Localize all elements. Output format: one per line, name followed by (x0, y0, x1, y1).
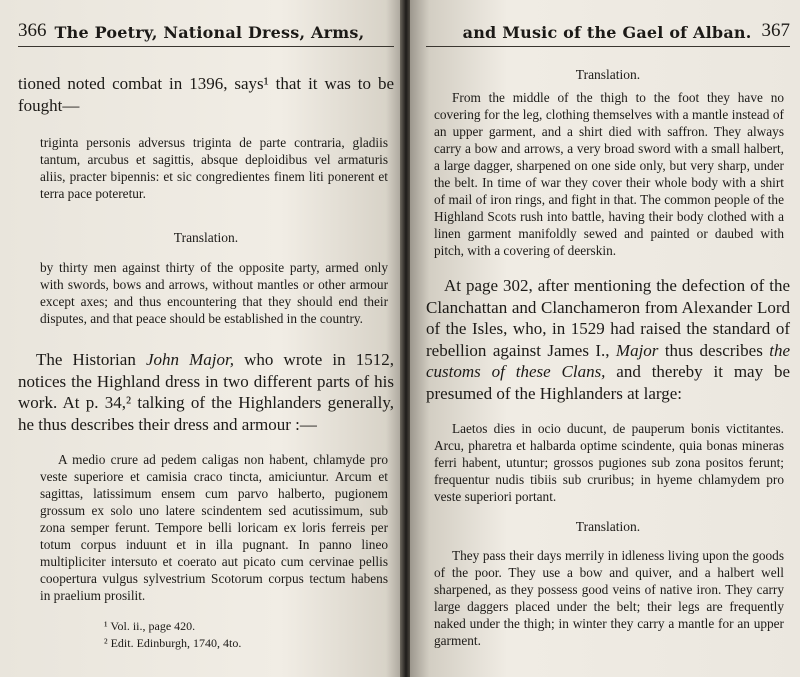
right-translation-1: From the middle of the thigh to the foot they have no covering for the leg, clothing themselves with a mantle instead of an upper garment, and a shirt died with saffron. They always carry a bow and arrows, a very broad sword with a small halbert, a large dagger, sharpened on one side only, but very sharp, under the belt. In time of war they cover their whole body with a shirt of mail of iron rings, and fight in that. The common people of the Highland Scots rush into battle, having their body clothed with a linen garment manifoldly sewed and painted or daubed with pitch, with a covering of deerskin. (434, 90, 784, 258)
left-latin-quote-2: A medio crure ad pedem caligas non habent, chlamyde pro veste superiore et camisia craco tincta, amiciuntur. Arcum et sagittas, latissimum ensem cum parvo halberto, pugionem grossum ex solo uno latere scindentem sed acutissimum, sub zona semper ferunt. Tempore belli loricam ex loris ferreis per totum corpus induunt et in illa pugnant. In panno lineo multipliciter intersuto et coerato aut picato cum cervinae pellis coopertura vulgus sylvestrium Scotorum corpus tectum habens in praelium prosilit. (40, 452, 388, 603)
right-running-head: and Music of the Gael of Alban. (462, 23, 752, 42)
left-para-name: John Major, (145, 350, 235, 369)
right-page-header (426, 0, 790, 42)
right-translation-heading-2: Translation. (575, 519, 641, 534)
left-page-number: 366 (18, 20, 47, 41)
right-page (410, 0, 800, 677)
left-page-header (18, 0, 394, 42)
right-translation-heading-1: Translation. (575, 67, 641, 82)
right-translation-2: They pass their days merrily in idleness living upon the goods of the poor. They use a bow and quiver, and a halbert well sharpened, as they possess good veins of native iron. They carry large daggers placed under the belt; their legs are frequently naked under the thigh; in winter they carry a mantle for an upper garment. (434, 548, 784, 648)
right-para-part-b: thus describes (658, 340, 770, 360)
footnote-1: ¹ Vol. ii., page 420. (104, 619, 196, 633)
left-opening-text: tioned noted combat in 1396, says¹ that it was to be fought— (18, 74, 394, 115)
left-latin-quote-1: triginta personis adversus triginta de parte contraria, gladiis tantum, arcubus et sagittis, absque deploidibus vel armaturis aliis, practer bipennis: et sic congredientes finem liti ponerent et terra pace poteretur. (40, 135, 388, 201)
right-page-number: 367 (761, 20, 790, 41)
left-paragraph-major (18, 349, 394, 435)
left-para-part-a: The Historian (36, 350, 146, 369)
right-para-part-a: At page 302, after mentioning the defection of the Clanchattan and Clanchameron from Alexander Lord of the Isles, who, in 1529 had raised the standard of rebellion against James I., (426, 276, 790, 360)
right-header-rule (426, 46, 790, 47)
left-footnotes (18, 618, 394, 652)
left-translation-1: by thirty men against thirty of the opposite party, armed only with swords, bows and arrows, without mantles or other armour except axes; and thus encountering that they should end their disputes, and that peace should be established in the country. (40, 260, 388, 326)
right-latin-quote: Laetos dies in ocio ducunt, de pauperum bonis victitantes. Arcu, pharetra et halbarda optime scindente, quia bonas mineras ferri habent, utuntur; grossos pugiones sub zona positos ferunt; frequentur nudis tibiis sub cruribus; in hyeme chlamydem pro veste superiori portant. (434, 421, 784, 504)
left-translation-heading: Translation. (173, 230, 239, 245)
footnote-2: ² Edit. Edinburgh, 1740, 4to. (104, 636, 242, 650)
right-para-name: Major (615, 340, 659, 360)
right-para-part-c: and thereby it may be presumed of the Highlanders at large: (426, 362, 791, 403)
right-para-title: the customs of these Clans, (426, 340, 790, 381)
left-running-head: The Poetry, National Dress, Arms, (54, 23, 365, 42)
right-paragraph-major (426, 275, 790, 404)
left-para-part-b: who wrote in 1512, notices the Highland dress in two different parts of his work. At p. 34,² talking of the Highlanders generally, he thus describes their dress and armour :— (18, 350, 394, 434)
left-header-rule (18, 46, 394, 47)
